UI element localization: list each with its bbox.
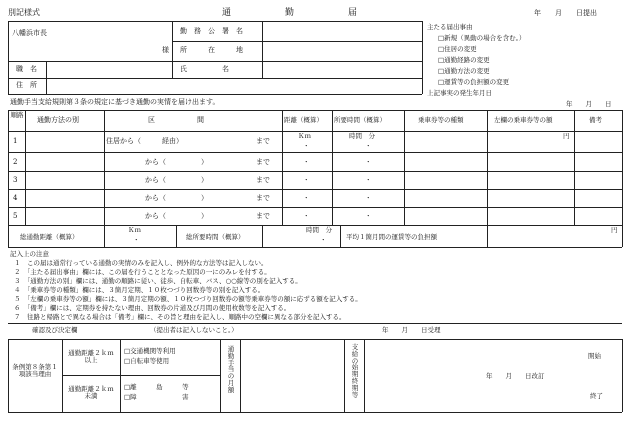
rule [487, 110, 488, 247]
note-item: ７ 往路と帰路とで異なる場合は「備考」欄に、その旨と理由を記入し、順路中の空欄に異なる部分を記入する。 [14, 313, 346, 321]
rule [8, 21, 9, 94]
rule [364, 339, 365, 412]
form-title: 通 勤 届 [222, 8, 358, 18]
rule [104, 110, 105, 225]
row-from[interactable]: から（ ） [145, 194, 208, 202]
header-fare: 左欄の乗車券等の額 [494, 116, 553, 124]
reason-residence[interactable]: □住居の変更 [438, 45, 477, 53]
row-number: 1 [13, 137, 18, 145]
row-from[interactable]: 住居から（ 経由） [106, 137, 183, 145]
rule [172, 21, 173, 78]
header-ticket: 乗車券等の種類 [418, 116, 464, 124]
unit-dot: ・ [303, 176, 310, 184]
rule [622, 110, 623, 247]
row-to: まで [256, 176, 270, 184]
opt-disabled[interactable]: □障 害 [124, 393, 189, 401]
reason-route[interactable]: □通勤経路の変更 [438, 56, 490, 64]
address-label: 住 所 [16, 81, 37, 89]
total-time-label: 総所要時間（概算） [186, 233, 245, 241]
confirm-label: 確認及び決定欄 [32, 326, 78, 334]
header-section: 区 間 [148, 116, 204, 124]
rule [622, 339, 623, 412]
unit-dot: ・ [303, 142, 310, 150]
header-remarks: 備考 [589, 116, 602, 124]
total-burden-label: 平均１箇月間の運賃等の負担額 [346, 233, 437, 241]
rule [262, 225, 263, 247]
note-item: ４ 「乗車券等の種類」欄には、３箇月定期、１０枚つづり回数券等の別を記入する。 [14, 286, 265, 294]
note-item: ２ 「主たる届出事由」欄には、この届を行うこととなった原因の一にのみレを付する。 [14, 268, 271, 276]
unit-dot: ・ [365, 176, 372, 184]
unit-km: Ｋｍ [298, 132, 311, 140]
opt-bicycle[interactable]: □自転車等使用 [124, 357, 170, 365]
rule [172, 41, 422, 42]
occurrence-label: 上記事実の発生年月日 [427, 89, 492, 97]
rule [8, 189, 622, 190]
rule [46, 61, 47, 94]
rule [8, 339, 622, 340]
honorific: 様 [162, 46, 169, 54]
article-reason: 条例第８条第１項該当理由 [12, 363, 58, 378]
header-time: 所要時間（概算） [334, 116, 386, 124]
period-start: 開始 [588, 352, 601, 360]
payment-period-label: 支給の始期終期等 [351, 343, 359, 399]
distance-under-label: 通勤距離２ｋｍ未満 [68, 385, 114, 400]
rule [8, 152, 622, 153]
unit-km: Ｋｍ [128, 226, 141, 234]
unit-dot: ・ [303, 212, 310, 220]
header-order: 順路 [10, 111, 24, 119]
rule [282, 110, 283, 225]
name-label: 氏 名 [180, 65, 229, 73]
reason-method[interactable]: □通勤方法の変更 [438, 67, 490, 75]
rule [8, 412, 622, 413]
note-item: ５ 「左欄の乗車券等の額」欄には、３箇月定期の額、１０枚つづり回数券の額等乗車券等の額に応ずる額を記入する。 [14, 295, 362, 303]
opt-transport[interactable]: □交通機関等利用 [124, 347, 176, 355]
row-number: 3 [13, 176, 18, 184]
unit-minutes: 時間 分 [349, 132, 375, 140]
row-from[interactable]: から（ ） [145, 158, 208, 166]
row-to: まで [256, 194, 270, 202]
period-end: 終了 [590, 392, 603, 400]
reasons-heading: 主たる届出事由 [427, 23, 473, 31]
post-label: 職 名 [16, 65, 37, 73]
row-number: 2 [13, 158, 18, 166]
rule [25, 110, 26, 225]
occurrence-date: 年 月 日 [566, 100, 612, 108]
header-method: 通勤方法の別 [37, 116, 79, 124]
rule [240, 339, 241, 412]
rule [8, 61, 422, 62]
row-from[interactable]: から（ ） [145, 212, 208, 220]
rule [8, 323, 622, 324]
location-label: 所 在 地 [180, 46, 243, 54]
row-number: 4 [13, 194, 18, 202]
row-to: まで [256, 137, 270, 145]
row-to: まで [256, 158, 270, 166]
rule [340, 225, 341, 247]
confirm-note: （提出者は記入しないこと。） [150, 326, 238, 334]
rule [120, 339, 121, 412]
total-distance-label: 総通勤距離（概算） [20, 233, 79, 241]
unit-dot: ・ [133, 236, 140, 244]
rule [104, 225, 105, 247]
rule [332, 110, 333, 225]
unit-dot: ・ [320, 236, 327, 244]
unit-yen: 円 [563, 132, 570, 140]
rule [62, 339, 63, 412]
row-to: まで [256, 212, 270, 220]
rule [8, 110, 622, 111]
unit-dot: ・ [303, 194, 310, 202]
row-number: 5 [13, 212, 18, 220]
reason-fare[interactable]: □運賃等の負担額の変更 [438, 78, 510, 86]
rule [62, 375, 220, 376]
note-item: ６ 「備考」欄には、定期券を持たない理由、回数券の片道及び月間の使用枚数等を記入する。 [14, 304, 291, 312]
distance-over-label: 通勤距離２ｋｍ以上 [68, 349, 114, 364]
rule [422, 21, 423, 94]
unit-dot: ・ [365, 194, 372, 202]
rule [8, 339, 9, 412]
rule [574, 110, 575, 225]
note-item: １ この届は通常行っている通勤の実情のみを記入し、例外的な方法等は記入しない。 [14, 259, 268, 267]
rule [344, 339, 345, 412]
unit-yen: 円 [611, 226, 618, 234]
unit-minutes: 時間 分 [306, 226, 332, 234]
rule [262, 21, 263, 78]
addressee: 八幡浜市長 [12, 29, 47, 37]
rule [8, 110, 9, 247]
rule [8, 247, 622, 248]
form-label: 別記様式 [8, 8, 40, 17]
period-revision: 年 月 日改訂 [486, 372, 545, 380]
opt-island[interactable]: □離 島 等 [124, 383, 189, 391]
rule [8, 94, 422, 95]
unit-dot: ・ [365, 142, 372, 150]
rule [8, 78, 422, 79]
monthly-allowance-label: 通勤手当の月額 [227, 345, 235, 394]
header-distance: 距離（概算） [284, 116, 323, 124]
rule [8, 171, 622, 172]
rule [8, 21, 422, 22]
dept-label: 勤 務 公 署 名 [180, 27, 243, 35]
rule [220, 339, 221, 412]
rule [176, 225, 177, 247]
rule [8, 131, 622, 132]
submission-date: 年 月 日提出 [534, 9, 597, 17]
declaration: 通勤手当支給規則第３条の規定に基づき通勤の実情を届け出ます。 [10, 98, 220, 106]
rule [404, 110, 405, 225]
rule [8, 207, 622, 208]
unit-dot: ・ [303, 158, 310, 166]
unit-dot: ・ [365, 158, 372, 166]
notes-heading: 記入上の注意 [10, 250, 49, 258]
reason-new[interactable]: □新規（異動の場合を含む。） [438, 34, 526, 42]
note-item: ３ 「通勤方法の別」欄には、通勤の順路に従い、徒歩、自転車、バス、○○線等の別を記入する。 [14, 277, 302, 285]
received-date: 年 月 日受理 [382, 326, 441, 334]
row-from[interactable]: から（ ） [145, 176, 208, 184]
unit-dot: ・ [365, 212, 372, 220]
